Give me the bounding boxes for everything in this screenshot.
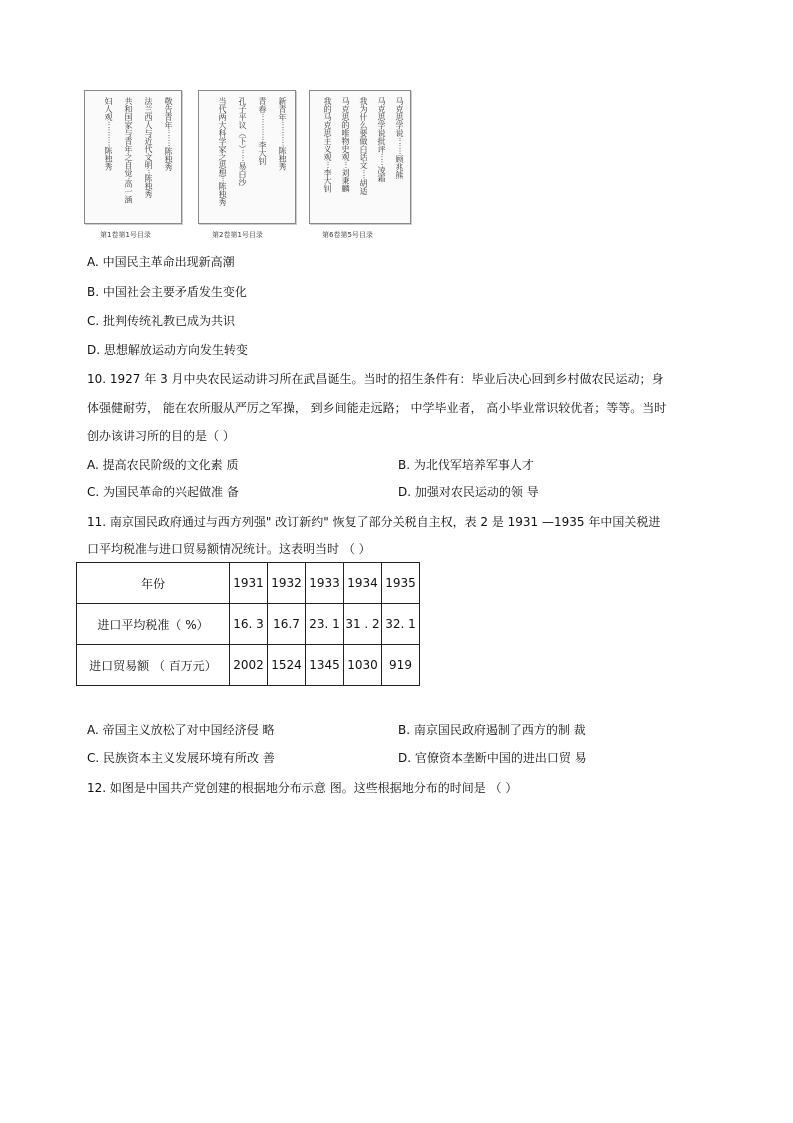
q10-stem-line-1: 10. 1927 年 3 月中央农民运动讲习所在武昌诞生。当时的招生条件有：毕业后决心回到乡村做农民运动；身: [87, 372, 664, 386]
catalog-entry: 敬告青年·······陈独秀: [164, 97, 173, 171]
catalog-entry: 法兰西人与近代文明··陈独秀: [144, 97, 153, 199]
q11-option-b[interactable]: B. 南京国民政府遏制了西方的制 裁: [398, 723, 586, 737]
catalog-entry: 马克思学说批评·····凌霜: [377, 97, 386, 182]
q11-stem-line-1: 11. 南京国民政府通过与西方列强" 改订新约" 恢复了部分关税自主权，表 2 是 1931 —1935 年中国关税进: [87, 515, 661, 529]
q10-stem-line-2: 体强健耐劳， 能在农所服从严厉之军操， 到乡间能走远路； 中学毕业者， 高小毕业常识较优者；等等。当时: [87, 401, 667, 415]
q9-option-b[interactable]: B. 中国社会主要矛盾发生变化: [87, 285, 247, 299]
catalog-caption: 第1卷第1号目录: [100, 231, 151, 239]
q10-option-b[interactable]: B. 为北伐军培养军事人才: [398, 458, 534, 472]
table-year: 1933: [306, 563, 344, 604]
table-header-label: 年份: [77, 563, 230, 604]
catalog-entry: 孔子平议（下）·····易白沙: [238, 97, 247, 186]
q10-option-d[interactable]: D. 加强对农民运动的领 导: [398, 485, 539, 499]
catalog-entry: 新青年··········陈独秀: [278, 97, 287, 171]
table-cell: 31 . 2: [344, 604, 382, 645]
catalog-entry: 马克思学说·······顾兆熊: [395, 97, 404, 179]
catalog-image-3: [309, 90, 411, 224]
table-cell: 1524: [268, 645, 306, 686]
catalog-caption: 第6卷第5号目录: [322, 231, 373, 239]
catalog-entry: 我为什么要做白话文····胡适: [359, 97, 368, 196]
q12-stem: 12. 如图是中国共产党创建的根据地分布示意 图。这些根据地分布的时间是 （ ）: [87, 781, 518, 795]
q9-option-d[interactable]: D. 思想解放运动方向发生转变: [87, 343, 248, 357]
catalog-image-2: [198, 90, 296, 224]
table-row-label: 进口平均税准（ %）: [77, 604, 230, 645]
table-cell: 2002: [230, 645, 268, 686]
catalog-entry: 我的马克思主义观···李大钊: [323, 97, 332, 193]
catalog-image-1: [84, 90, 182, 224]
catalog-entry: 共和国家与青年之自觉·高一涵: [124, 97, 133, 204]
table-row: [77, 604, 420, 645]
table-year: 1934: [344, 563, 382, 604]
q10-option-a[interactable]: A. 提高农民阶级的文化素 质: [87, 458, 239, 472]
table-year: 1935: [382, 563, 420, 604]
table-cell: 1030: [344, 645, 382, 686]
table-row: [77, 563, 420, 604]
q10-stem-line-3: 创办该讲习所的目的是（ ）: [87, 429, 235, 443]
table-year: 1931: [230, 563, 268, 604]
q9-option-a[interactable]: A. 中国民主革命出现新高潮: [87, 255, 235, 269]
table-cell: 919: [382, 645, 420, 686]
table-cell: 32. 1: [382, 604, 420, 645]
catalog-entry: 妇人观··········陈独秀: [104, 97, 113, 171]
table-cell: 1345: [306, 645, 344, 686]
q11-option-c[interactable]: C. 民族资本主义发展环境有所改 善: [87, 751, 275, 765]
table-cell: 23. 1: [306, 604, 344, 645]
tariff-trade-table: [76, 562, 420, 686]
q9-option-c[interactable]: C. 批判传统礼教已成为共识: [87, 314, 236, 328]
q11-stem-line-2: 口平均税准与进口贸易额情况统计。这表明当时 （ ）: [87, 542, 371, 556]
catalog-caption: 第2卷第1号目录: [212, 231, 263, 239]
q10-option-c[interactable]: C. 为国民革命的兴起做准 备: [87, 485, 239, 499]
catalog-entry: 马克思的唯物史观···刘秉麟: [341, 97, 350, 193]
catalog-entry: 当代两大科学家之思想··陈独秀: [218, 97, 227, 207]
catalog-entry: 青春···········李大钊: [258, 97, 267, 165]
table-year: 1932: [268, 563, 306, 604]
table-row-label: 进口贸易额 （ 百万元）: [77, 645, 230, 686]
q11-option-a[interactable]: A. 帝国主义放松了对中国经济侵 略: [87, 723, 275, 737]
q11-option-d[interactable]: D. 官僚资本垄断中国的进出口贸 易: [398, 751, 587, 765]
table-cell: 16. 3: [230, 604, 268, 645]
table-row: [77, 645, 420, 686]
table-cell: 16.7: [268, 604, 306, 645]
